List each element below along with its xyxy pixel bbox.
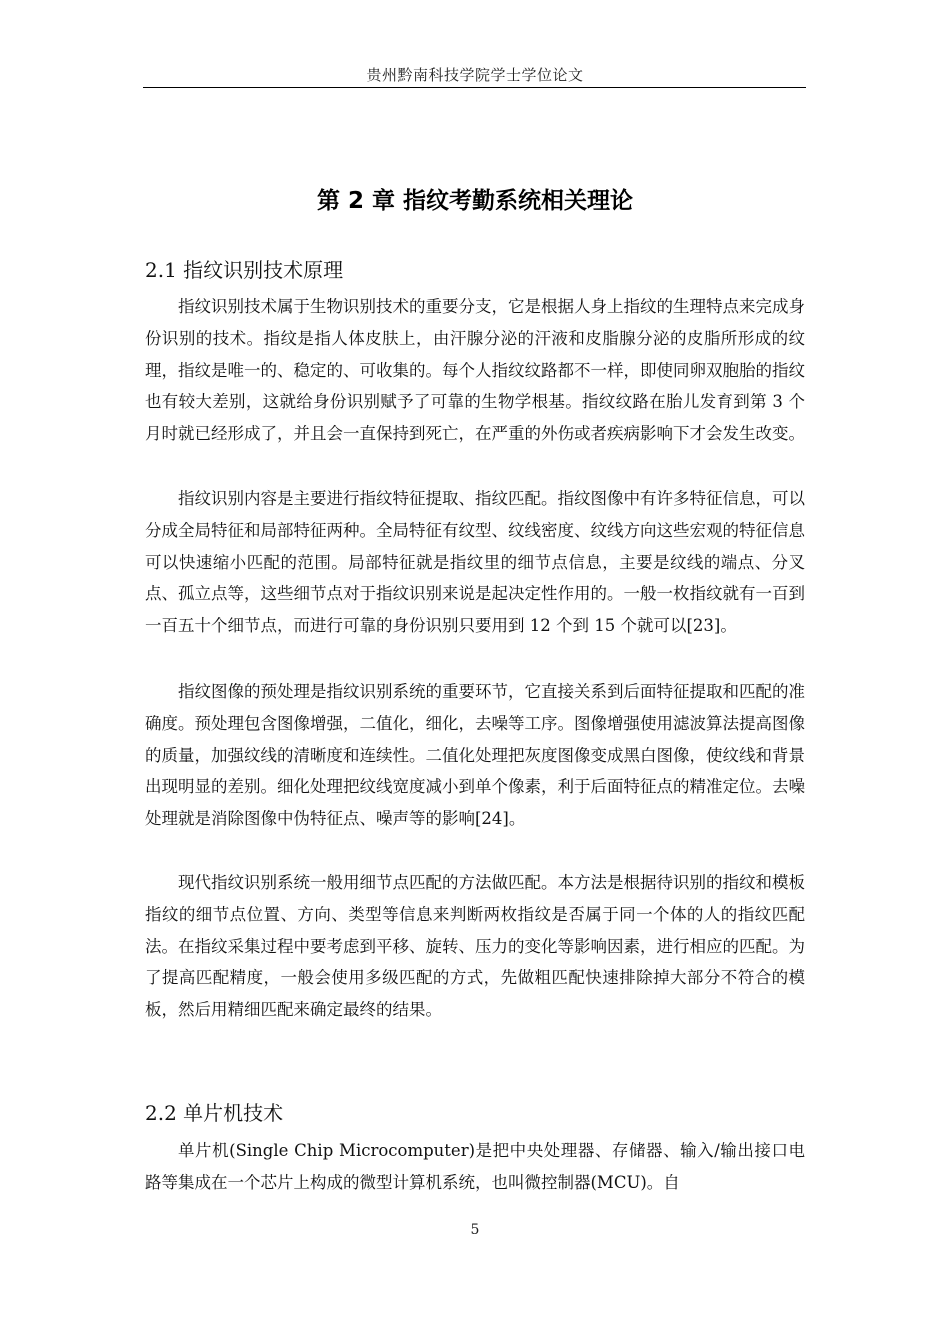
paragraph: 指纹识别内容是主要进行指纹特征提取、指纹匹配。指纹图像中有许多特征信息，可以分成全局特征和局部特征两种。全局特征有纹型、纹线密度、纹线方向这些宏观的特征信息可以快速缩小匹配的范围。局部特征就是指纹里的细节点信息，主要是纹线的端点、分叉点、孤立点等，这些细节点对于指纹识别来说是起决定性作用的。一般一枚指纹就有一百到一百五十个细节点，而进行可靠的身份识别只要用到 12 个到 15 个就可以[23]。 xyxy=(145,489,805,636)
paragraph: 指纹图像的预处理是指纹识别系统的重要环节，它直接关系到后面特征提取和匹配的准确度。预处理包含图像增强，二值化，细化，去噪等工序。图像增强使用滤波算法提高图像的质量，加强纹线的清晰度和连续性。二值化处理把灰度图像变成黑白图像，使纹线和背景出现明显的差别。细化处理把纹线宽度减小到单个像素，利于后面特征点的精准定位。去噪处理就是消除图像中伪特征点、噪声等的影响[24]。 xyxy=(145,682,805,829)
page-number: 5 xyxy=(470,1222,480,1238)
paragraph: 现代指纹识别系统一般用细节点匹配的方法做匹配。本方法是根据待识别的指纹和模板指纹的细节点位置、方向、类型等信息来判断两枚指纹是否属于同一个体的人的指纹匹配法。在指纹采集过程中要考虑到平移、旋转、压力的变化等影响因素，进行相应的匹配。为了提高匹配精度，一般会使用多级匹配的方式，先做粗匹配快速排除掉大部分不符合的模板，然后用精细匹配来确定最终的结果。 xyxy=(145,873,805,1020)
chapter-title: 第 2 章 指纹考勤系统相关理论 xyxy=(316,188,634,214)
header-rule xyxy=(143,87,806,88)
running-header: 贵州黔南科技学院学士学位论文 xyxy=(366,66,584,84)
section-title-2-1: 2.1 指纹识别技术原理 xyxy=(145,258,344,282)
paragraph: 单片机(Single Chip Microcomputer)是把中央处理器、存储器、输入/输出接口电路等集成在一个芯片上构成的微型计算机系统，也叫微控制器(MCU)。自 xyxy=(145,1141,805,1192)
paragraph: 指纹识别技术属于生物识别技术的重要分支，它是根据人身上指纹的生理特点来完成身份识别的技术。指纹是指人体皮肤上，由汗腺分泌的汗液和皮脂腺分泌的皮脂所形成的纹理，指纹是唯一的、稳定的、可收集的。每个人指纹纹路都不一样，即使同卵双胞胎的指纹也有较大差别，这就给身份识别赋予了可靠的生物学根基。指纹纹路在胎儿发育到第 3 个月时就已经形成了，并且会一直保持到死亡，在严重的外伤或者疾病影响下才会发生改变。 xyxy=(145,297,805,444)
section-title-2-2: 2.2 单片机技术 xyxy=(145,1101,284,1125)
